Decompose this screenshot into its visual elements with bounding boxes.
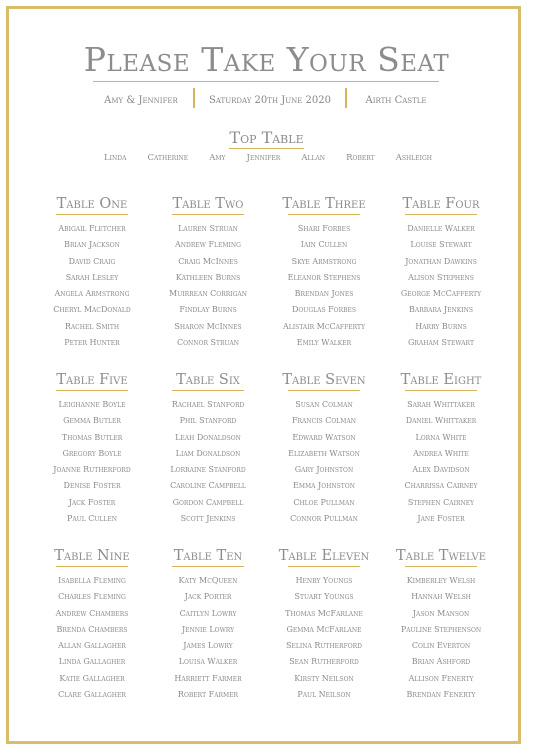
guest-name: Abigail Fletcher <box>58 224 126 233</box>
guest-name: Emma Johnston <box>293 481 355 491</box>
table-title: Table Three <box>282 196 366 212</box>
guest-name: Lauren Struan <box>178 224 238 233</box>
guest-name: Kathleen Burns <box>175 272 241 282</box>
guest-name: Andrew Fleming <box>175 240 241 250</box>
guest-name: Connor Pullman <box>290 514 358 524</box>
table-title-underline <box>288 390 360 391</box>
top-table-guest: Jennifer <box>246 153 281 163</box>
guest-name: Emily Walker <box>296 338 352 348</box>
guest-name: Sean Rutherford <box>289 657 359 667</box>
guest-name: Allison Fenerty <box>408 673 474 683</box>
top-table-title: Top Table <box>229 128 304 147</box>
guest-name: Thomas McFarlane <box>285 608 363 618</box>
guest-name: David Craig <box>68 256 116 266</box>
guest-name: Craig McInnes <box>178 256 238 266</box>
table-title-underline <box>172 390 244 391</box>
top-table-guest: Robert <box>346 153 375 163</box>
guest-name: Findlay Burns <box>179 305 237 315</box>
guest-name: Andrew Chambers <box>55 608 129 618</box>
guest-name: Stuart Youngs <box>294 592 354 602</box>
guest-name: Susan Colman <box>295 400 353 409</box>
guest-name: Jonathan Dawkins <box>405 256 477 266</box>
guest-name: Sarah Whittaker <box>407 400 475 409</box>
guest-name: Connor Struan <box>177 338 239 348</box>
guest-name: Robert Farmer <box>177 690 239 700</box>
guest-name: Alistair McCafferty <box>283 321 365 331</box>
guest-name: Leah Donaldson <box>175 432 241 442</box>
guest-name: George McCafferty <box>400 289 482 299</box>
guest-name: Rachael Stanford <box>171 400 245 409</box>
guest-name: Gordon Campbell <box>172 497 244 507</box>
table-block <box>381 194 501 351</box>
header-divider-right <box>345 88 347 108</box>
table-title: Table Eight <box>400 372 482 388</box>
guest-name: Thomas Butler <box>61 432 123 442</box>
table-block <box>148 546 268 703</box>
guest-name: Harry Burns <box>415 321 467 331</box>
couple-names: Amy & Jennifer <box>104 95 178 106</box>
guest-name: Gregory Boyle <box>62 448 122 458</box>
table-title-underline <box>56 390 128 391</box>
header-divider-left <box>193 88 195 108</box>
guest-name: Katy McQueen <box>178 576 238 585</box>
guest-name: Henry Youngs <box>295 576 353 585</box>
table-title: Table Five <box>56 372 128 388</box>
top-table-guest: Amy <box>209 153 226 163</box>
guest-name: Eleanor Stephens <box>287 272 361 282</box>
guest-name: Paul Cullen <box>66 514 118 524</box>
guest-name: Paul Neilson <box>297 690 351 700</box>
guest-name: Louise Stewart <box>410 240 472 250</box>
guest-name: Jason Manson <box>412 608 470 618</box>
table-block <box>264 546 384 703</box>
guest-name: Kirsty Neilson <box>294 673 354 683</box>
guest-name: Brenda Chambers <box>56 624 128 634</box>
table-title: Table Four <box>402 196 480 212</box>
guest-name: Stephen Cairney <box>407 497 475 507</box>
guest-name: Denise Foster <box>63 481 121 491</box>
guest-name: Kimberley Welsh <box>406 576 476 585</box>
table-title-underline <box>56 214 128 215</box>
guest-name: Joanne Rutherford <box>53 465 131 475</box>
guest-name: Jack Foster <box>68 497 116 507</box>
guest-name: Peter Hunter <box>64 338 120 348</box>
guest-name: Alison Stephens <box>408 272 474 282</box>
guest-name: Shari Forbes <box>297 224 351 233</box>
top-table-guests <box>104 153 432 163</box>
table-title-underline <box>172 214 244 215</box>
guest-name: Leighanne Boyle <box>58 400 126 409</box>
table-title-underline <box>405 390 477 391</box>
venue-name: Airth Castle <box>365 95 427 106</box>
table-block <box>264 194 384 351</box>
table-block <box>381 370 501 527</box>
top-table-guest: Ashleigh <box>395 153 432 163</box>
guest-name: Angela Armstrong <box>54 289 130 299</box>
guest-name: Hannah Welsh <box>411 592 471 602</box>
guest-name: Chloe Pullman <box>293 497 355 507</box>
guest-name: Phil Stanford <box>179 416 237 426</box>
guest-name: Jane Foster <box>417 514 465 524</box>
guest-name: Brendan Fenerty <box>406 690 476 700</box>
guest-name: Danielle Walker <box>407 224 475 233</box>
table-title: Table Nine <box>54 548 130 564</box>
guest-name: Scott Jenkins <box>180 514 236 524</box>
guest-name: Selina Rutherford <box>286 641 362 651</box>
table-title-underline <box>288 566 360 567</box>
wedding-date: Saturday 20th June 2020 <box>209 95 331 106</box>
guest-name: Rachel Smith <box>64 321 120 331</box>
top-table-guest: Allan <box>301 153 326 163</box>
guest-name: Isabella Fleming <box>58 576 126 585</box>
guest-name: Pauline Stephenson <box>400 624 482 634</box>
page-title: Please Take Your Seat <box>83 40 450 79</box>
guest-name: Linda Gallagher <box>58 657 126 667</box>
guest-name: Sharon McInnes <box>174 321 242 331</box>
guest-name: Cheryl MacDonald <box>53 305 131 315</box>
guest-name: Liam Donaldson <box>175 448 241 458</box>
guest-name: Edward Watson <box>292 432 356 442</box>
guest-name: Sarah Lesley <box>65 272 119 282</box>
guest-name: Brendan Jones <box>294 289 354 299</box>
top-table-guest: Linda <box>104 153 127 163</box>
guest-name: Katie Gallagher <box>59 673 125 683</box>
table-title-underline <box>172 566 244 567</box>
guest-name: Brian Ashford <box>411 657 471 667</box>
guest-name: Charrissa Cairney <box>404 481 478 491</box>
guest-name: Jennie Lowry <box>181 624 235 634</box>
guest-name: Gary Johnston <box>294 465 354 475</box>
guest-name: Daniel Whittaker <box>405 416 477 426</box>
table-block <box>32 546 152 703</box>
table-title-underline <box>405 214 477 215</box>
guest-name: Muirrean Corrigan <box>169 289 247 299</box>
guest-name: Allan Gallagher <box>58 641 126 651</box>
guest-name: James Lowry <box>183 641 233 651</box>
table-block <box>381 546 501 703</box>
guest-name: Graham Stewart <box>408 338 474 348</box>
guest-name: Lorna White <box>415 432 467 442</box>
guest-name: Caroline Campbell <box>170 481 246 491</box>
guest-name: Lorraine Stanford <box>170 465 246 475</box>
guest-name: Barbara Jenkins <box>409 305 473 315</box>
table-title: Table One <box>56 196 128 212</box>
table-title-underline <box>405 566 477 567</box>
table-title-underline <box>288 214 360 215</box>
guest-name: Douglas Forbes <box>291 305 357 315</box>
table-title: Table Seven <box>282 372 366 388</box>
top-table-underline <box>229 148 304 149</box>
guest-name: Gemma McFarlane <box>286 624 362 634</box>
table-block <box>32 370 152 527</box>
guest-name: Andrea White <box>413 448 469 458</box>
title-underline <box>93 81 439 82</box>
table-title: Table Ten <box>173 548 243 564</box>
table-title: Table Eleven <box>278 548 370 564</box>
table-block <box>148 370 268 527</box>
guest-name: Louisa Walker <box>178 657 238 667</box>
guest-name: Alex Davidson <box>412 465 470 475</box>
table-block <box>148 194 268 351</box>
guest-name: Jack Porter <box>184 592 232 602</box>
table-title: Table Twelve <box>395 548 487 564</box>
table-title: Table Six <box>176 372 240 388</box>
guest-name: Elizabeth Watson <box>288 448 360 458</box>
guest-name: Brian Jackson <box>64 240 120 250</box>
table-block <box>264 370 384 527</box>
guest-name: Caitlyn Lowry <box>179 608 237 618</box>
guest-name: Colin Everton <box>411 641 471 651</box>
guest-name: Iain Cullen <box>300 240 348 250</box>
guest-name: Charles Fleming <box>58 592 126 602</box>
table-block <box>32 194 152 351</box>
top-table-guest: Catherine <box>147 153 189 163</box>
guest-name: Harriett Farmer <box>174 673 242 683</box>
guest-name: Francis Colman <box>291 416 357 426</box>
table-title-underline <box>56 566 128 567</box>
table-title: Table Two <box>172 196 244 212</box>
guest-name: Clare Gallagher <box>58 690 126 700</box>
guest-name: Skye Armstrong <box>291 256 357 266</box>
guest-name: Gemma Butler <box>63 416 121 426</box>
